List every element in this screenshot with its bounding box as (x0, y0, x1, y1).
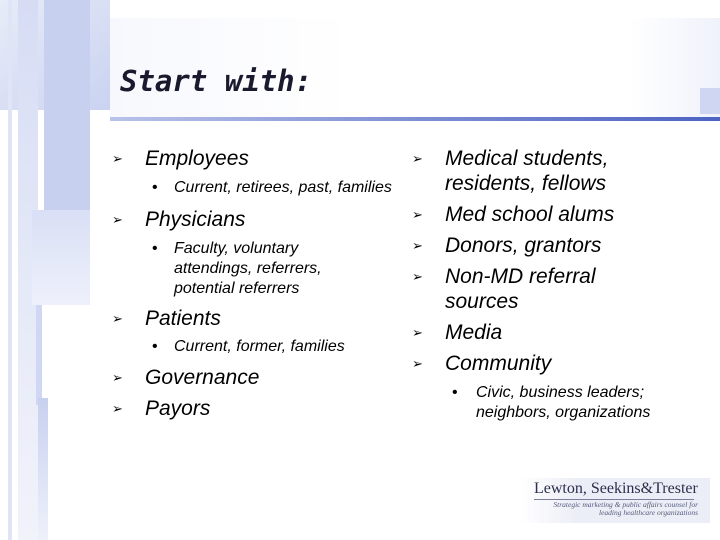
arrow-bullet-icon: ➢ (412, 151, 423, 166)
sub-bullet-item (112, 239, 412, 299)
bullet-label: Non-MD referral sources (445, 265, 596, 313)
bullet-item (412, 351, 712, 376)
left-bullet-list (112, 146, 412, 421)
bullet-label: Physicians (145, 208, 246, 231)
sub-bullet-label: Civic, business leaders; neighbors, organizations (476, 384, 651, 421)
bullet-item (412, 233, 712, 258)
bullet-item (412, 146, 712, 196)
sub-bullet-label: Faculty, voluntary attendings, referrers, potential referrers (174, 240, 322, 297)
dot-bullet-icon: • (452, 384, 458, 401)
bullet-item (112, 146, 412, 171)
decorative-block (36, 305, 42, 405)
sub-bullet-item (112, 178, 412, 198)
dot-bullet-icon: • (152, 179, 158, 196)
logo-name: Lewton, Seekins&Trester (534, 480, 698, 497)
bullet-item (112, 207, 412, 232)
bullet-label: Medical students, residents, fellows (445, 147, 609, 195)
bullet-item (112, 396, 412, 421)
arrow-bullet-icon: ➢ (112, 212, 123, 227)
arrow-bullet-icon: ➢ (412, 356, 423, 371)
arrow-bullet-icon: ➢ (412, 207, 423, 222)
bullet-label: Employees (145, 147, 249, 170)
decorative-block (38, 398, 48, 540)
bullet-label: Community (445, 352, 552, 375)
bullet-label: Governance (145, 366, 260, 389)
bullet-item (412, 320, 712, 345)
title-underline (110, 117, 720, 121)
bullet-label: Media (445, 321, 503, 344)
bullet-label: Med school alums (445, 203, 615, 226)
decorative-block (44, 0, 90, 210)
company-logo (520, 478, 710, 523)
bullet-item (112, 306, 412, 331)
sub-bullet-label: Current, retirees, past, families (174, 179, 392, 196)
slide-title: Start with: (120, 64, 313, 98)
bullet-item (412, 202, 712, 227)
right-bullet-list (412, 146, 712, 423)
bullet-label: Donors, grantors (445, 234, 602, 257)
arrow-bullet-icon: ➢ (412, 238, 423, 253)
logo-tagline: Strategic marketing & public affairs counsel for leading healthcare organizations (553, 500, 698, 517)
arrow-bullet-icon: ➢ (412, 269, 423, 284)
bullet-label: Payors (145, 397, 211, 420)
sub-bullet-item (112, 337, 412, 357)
decorative-block (700, 88, 720, 114)
decorative-block (8, 0, 12, 540)
arrow-bullet-icon: ➢ (112, 311, 123, 326)
sub-bullet-label: Current, former, families (174, 338, 345, 355)
bullet-item (112, 365, 412, 390)
decorative-block (32, 210, 90, 305)
arrow-bullet-icon: ➢ (112, 370, 123, 385)
bullet-label: Patients (145, 307, 221, 330)
dot-bullet-icon: • (152, 240, 158, 257)
sub-bullet-item (412, 383, 712, 423)
dot-bullet-icon: • (152, 338, 158, 355)
arrow-bullet-icon: ➢ (112, 151, 123, 166)
arrow-bullet-icon: ➢ (112, 401, 123, 416)
bullet-item (412, 264, 712, 314)
arrow-bullet-icon: ➢ (412, 325, 423, 340)
